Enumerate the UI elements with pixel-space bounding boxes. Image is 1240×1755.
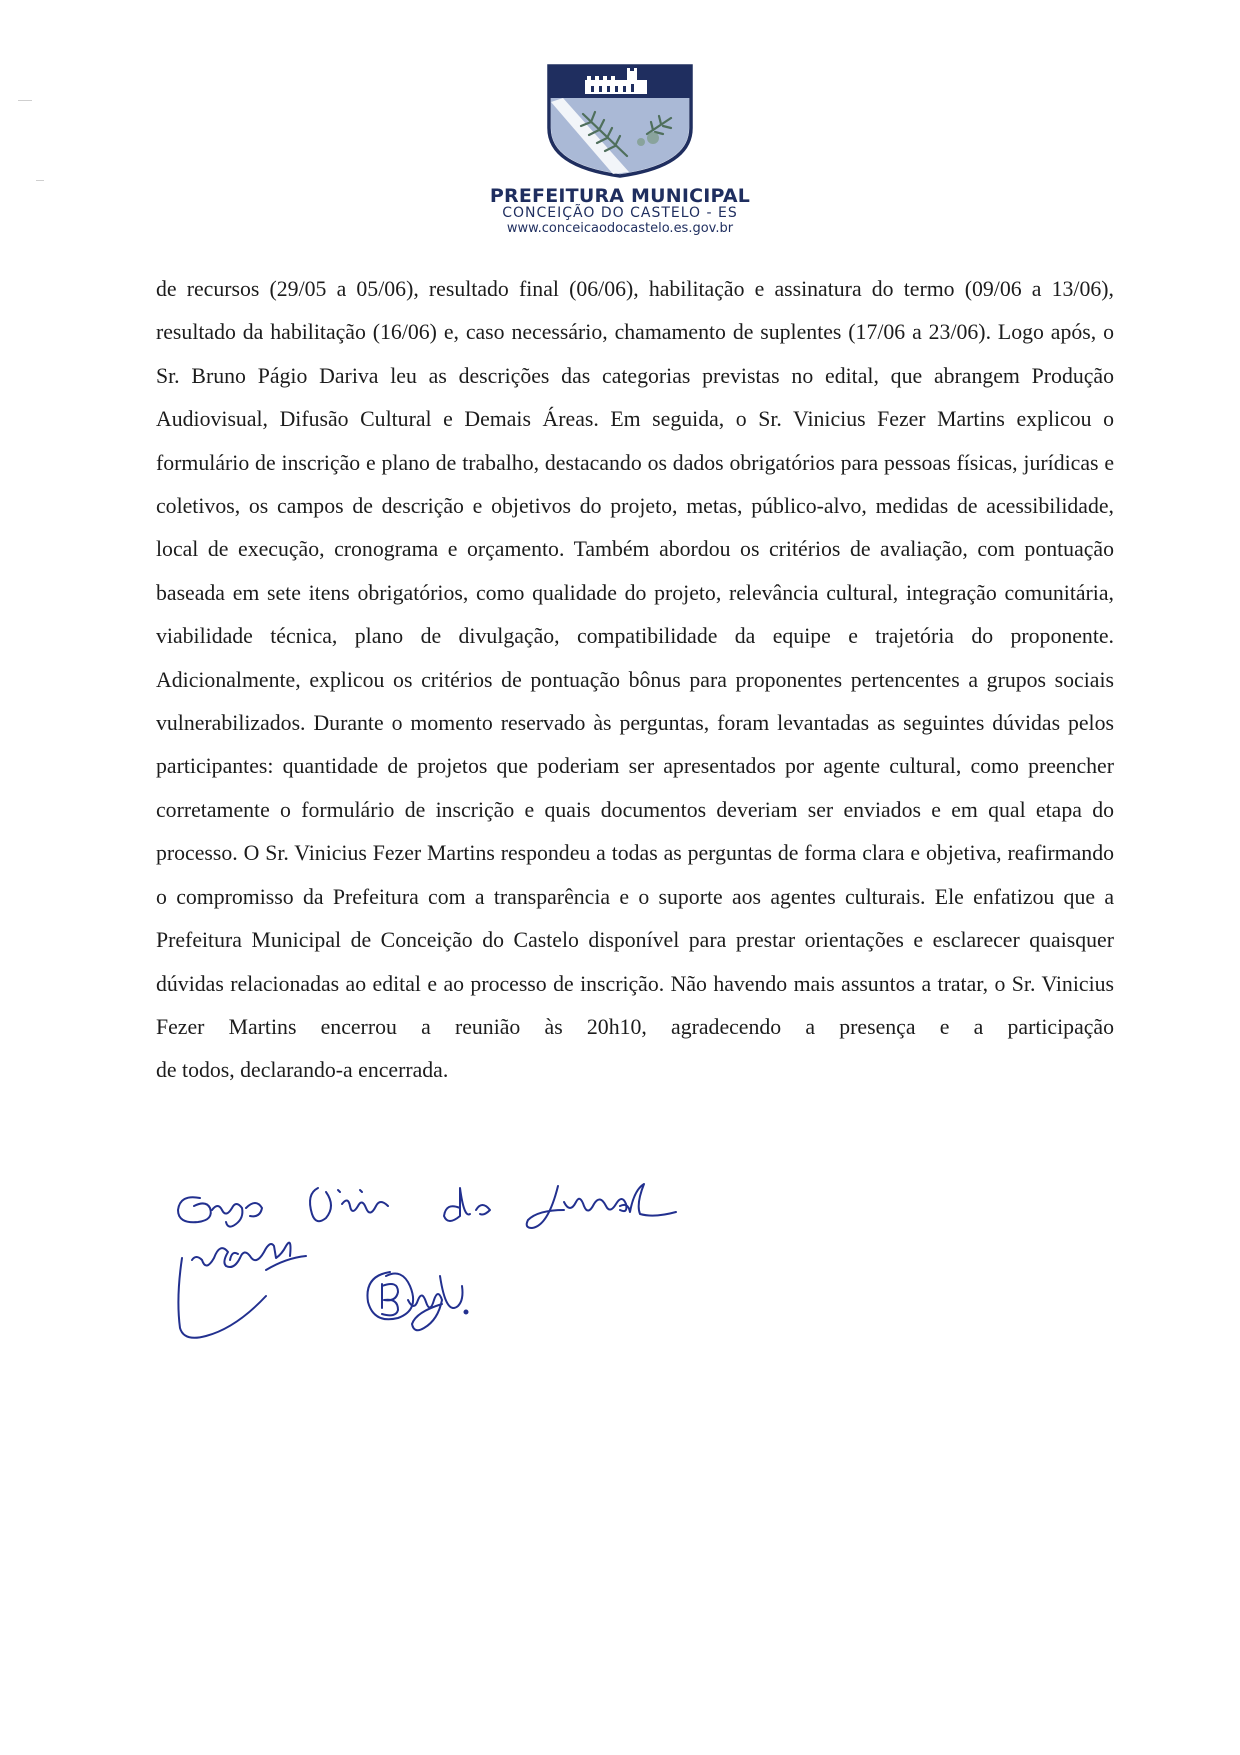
paragraph-last-line: de todos, declarando-a encerrada.: [156, 1058, 449, 1083]
paragraph-text: de recursos (29/05 a 05/06), resultado final (06/06), habilitação e assinatura do termo (09/06 a 13/06), resultado da habilitação (16/06) e, caso necessário, chamamento de suplentes (17/06 a 23/06). Logo após, o Sr. Bruno Págio Dariva leu as descrições das categorias previstas no edital, que abrangem Produção Audiovisual, Difusão Cultural e Demais Áreas. Em seguida, o Sr. Vinicius Fezer Martins explicou o formulário de inscrição e plano de trabalho, destacando os dados obrigatórios para pessoas físicas, jurídicas e coletivos, os campos de descrição e objetivos do projeto, metas, público-alvo, medidas de acessibilidade, local de execução, cronograma e orçamento. Também abordou os critérios de avaliação, com pontuação baseada em sete itens obrigatórios, como qualidade do projeto, relevância cultural, integração comunitária, viabilidade técnica, plano de divulgação, compatibilidade da equipe e trajetória do proponente. Adicionalmente, explicou os critérios de pontuação bônus para proponentes pertencentes a grupos sociais vulnerabilizados. Durante o momento reservado às perguntas, foram levantadas as seguintes dúvidas pelos participantes: quantidade de projetos que poderiam ser apresentados por agente cultural, como preencher corretamente o formulário de inscrição e quais documentos deveriam ser enviados e em qual etapa do processo. O Sr. Vinicius Fezer Martins respondeu a todas as perguntas de forma clara e objetiva, reafirmando o compromisso da Prefeitura com a transparência e o suporte aos agentes culturais. Ele enfatizou que a Prefeitura Municipal de Conceição do Castelo disponível para prestar orientações e esclarecer quaisquer dúvidas relacionadas ao edital e ao processo de inscrição. Não havendo mais assuntos a tratar, o Sr. Vinicius Fezer Martins encerrou a reunião às 20h10, agradecendo a presença e a participação: [156, 277, 1114, 1039]
meeting-minutes-paragraph: [156, 268, 1114, 1093]
letterhead: [0, 62, 1240, 236]
signatures: [170, 1180, 810, 1360]
signature-3-icon: [367, 1272, 467, 1330]
signature-2-icon: [178, 1243, 306, 1338]
signature-1-icon: [178, 1184, 676, 1228]
coat-of-arms-icon: [543, 62, 697, 180]
letterhead-website: www.conceicaodocastelo.es.gov.br: [506, 221, 734, 236]
letterhead-city: CONCEIÇÃO DO CASTELO - ES: [502, 205, 738, 221]
letterhead-name: PREFEITURA MUNICIPAL: [489, 185, 751, 207]
